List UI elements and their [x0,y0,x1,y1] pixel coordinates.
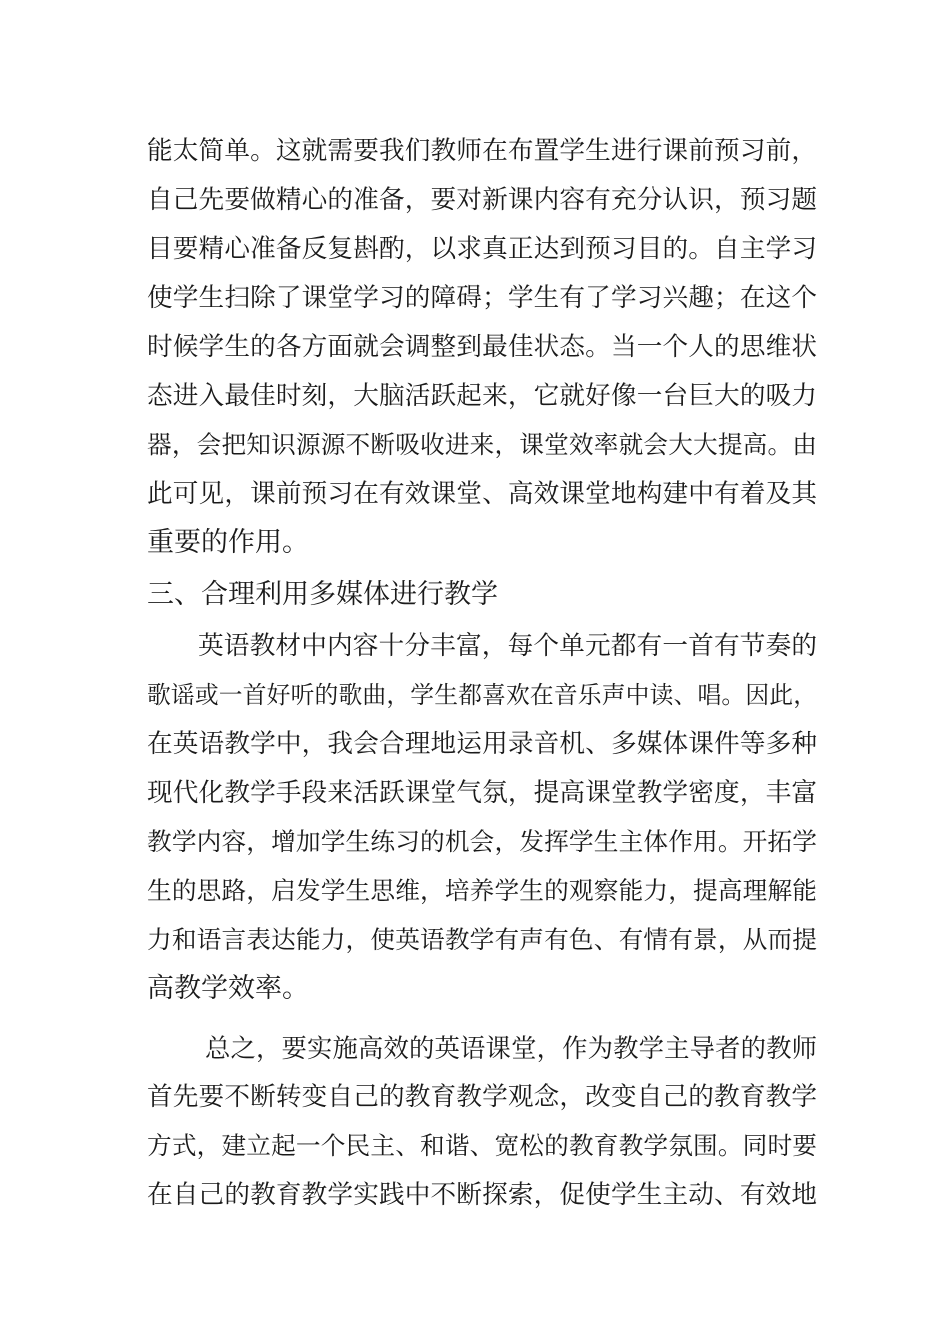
body-text-line: 态进入最佳时刻，大脑活跃起来，它就好像一台巨大的吸力 [147,381,817,411]
body-text-line: 现代化教学手段来活跃课堂气氛，提高课堂教学密度，丰富 [147,778,817,808]
body-text-line: 力和语言表达能力，使英语教学有声有色、有情有景，从而提 [147,925,817,954]
body-text-line: 自己先要做精心的准备，要对新课内容有充分认识，预习题 [147,185,817,215]
body-text-line: 生的思路，启发学生思维，培养学生的观察能力，提高理解能 [147,876,817,905]
body-text-line: 器，会把知识源源不断吸收进来，课堂效率就会大大提高。由 [147,430,817,459]
body-text-line: 能太简单。这就需要我们教师在布置学生进行课前预习前， [147,136,817,166]
body-text-line: 在自己的教育教学实践中不断探索，促使学生主动、有效地 [147,1180,817,1210]
body-text-line: 时候学生的各方面就会调整到最佳状态。当一个人的思维状 [147,332,817,362]
body-text-line: 使学生扫除了课堂学习的障碍；学生有了学习兴趣；在这个 [147,283,817,313]
body-text-line: 此可见，课前预习在有效课堂、高效课堂地构建中有着及其 [147,479,817,509]
body-text-line: 高教学效率。 [147,973,309,1004]
body-text-line: 目要精心准备反复斟酌，以求真正达到预习目的。自主学习 [147,234,817,264]
paragraph-first-line: 英语教材中内容十分丰富，每个单元都有一首有节奏的 [198,631,817,661]
body-text-line: 首先要不断转变自己的教育教学观念，改变自己的教育教学 [147,1082,817,1112]
body-text-line: 歌谣或一首好听的歌曲，学生都喜欢在音乐声中读、唱。因此， [147,681,817,709]
body-text-line: 在英语教学中，我会合理地运用录音机、多媒体课件等多种 [147,729,817,759]
body-text-line: 教学内容，增加学生练习的机会，发挥学生主体作用。开拓学 [147,827,817,856]
body-text-line: 方式，建立起一个民主、和谐、宽松的教育教学氛围。同时要 [147,1131,817,1160]
paragraph-first-line: 总之，要实施高效的英语课堂，作为教学主导者的教师 [205,1033,817,1063]
body-text-line: 重要的作用。 [147,527,309,558]
section-heading: 三、合理利用多媒体进行教学 [147,579,498,610]
